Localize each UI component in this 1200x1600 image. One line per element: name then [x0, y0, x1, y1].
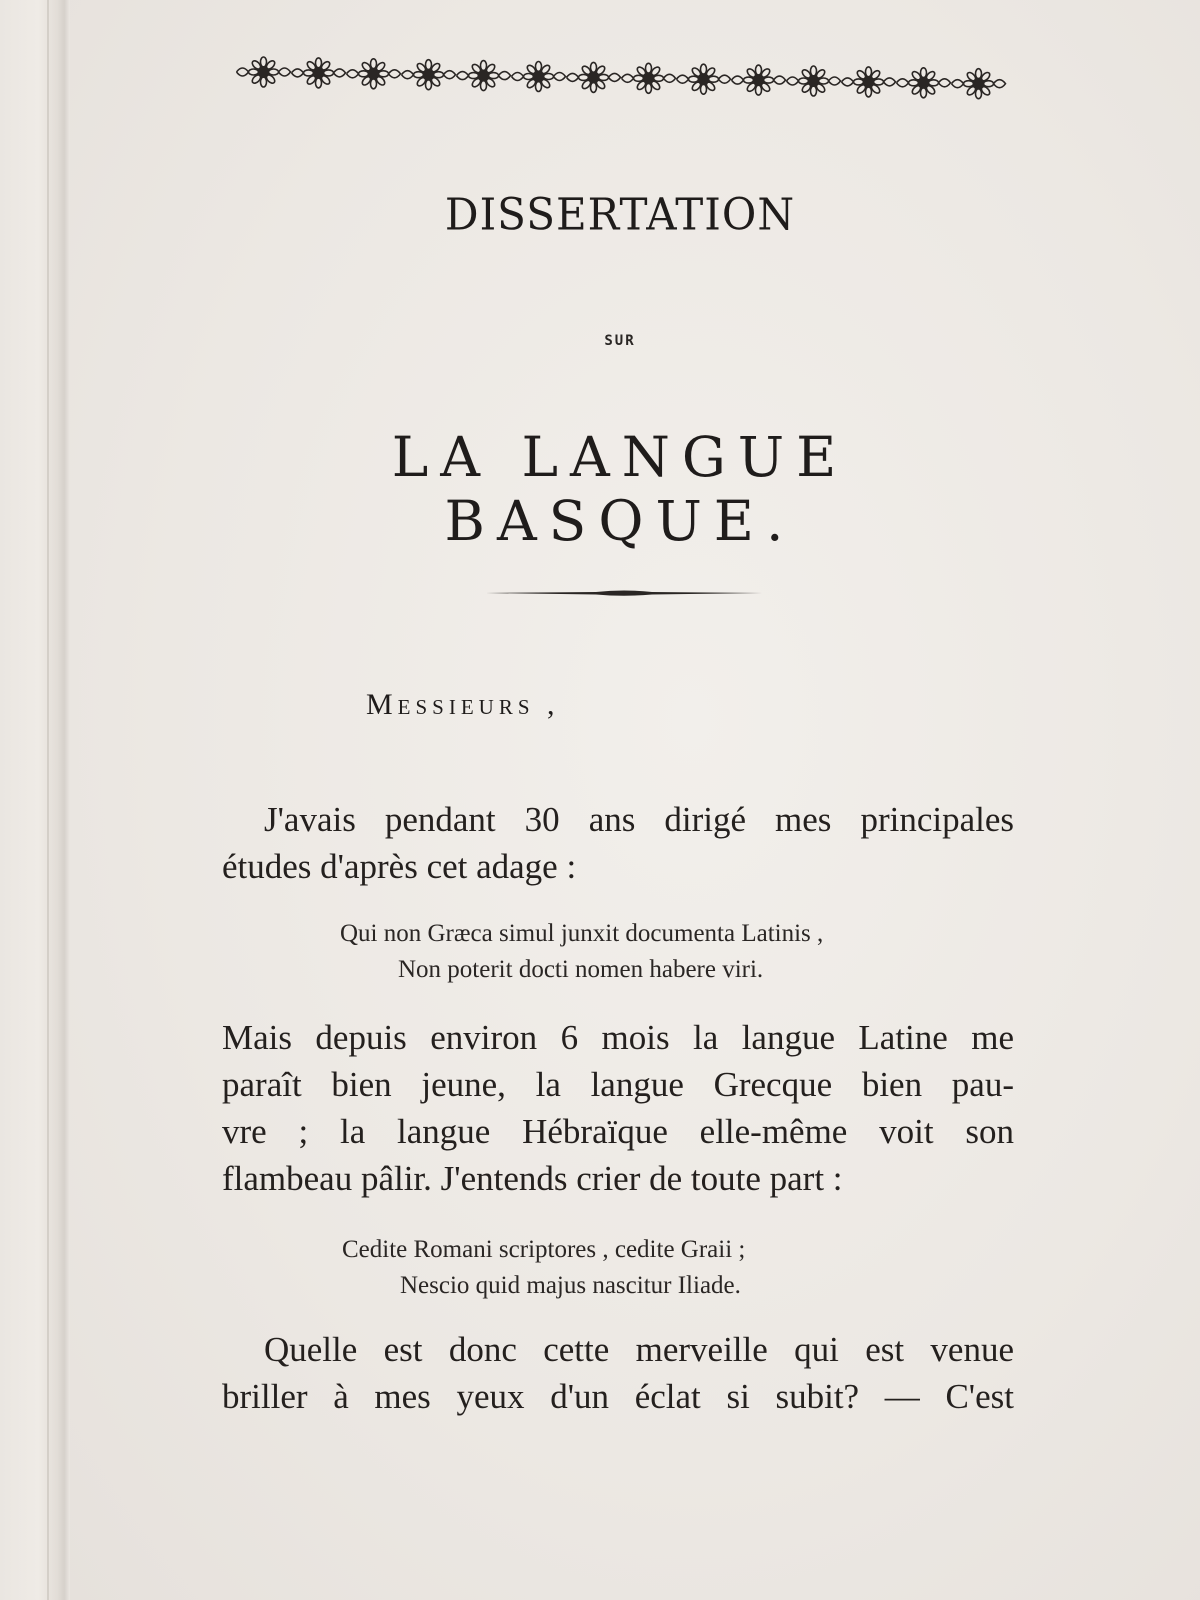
ornament-flower: [897, 68, 951, 98]
ornament-flower: [457, 61, 511, 91]
paragraph-3: [222, 1326, 1014, 1420]
ornament-flower: [732, 65, 786, 95]
title-connector: SUR: [604, 333, 636, 349]
ornament-flower: [292, 58, 346, 88]
paragraph-line: J'avais pendant 30 ans dirigé mes principales: [264, 800, 1014, 839]
book-gutter: [0, 0, 70, 1600]
verse-line: Qui non Græca simul junxit documenta Latinis ,: [340, 920, 824, 947]
ornament-flower: [677, 64, 731, 94]
paragraph-1: [222, 796, 1014, 890]
ornament-flower: [347, 59, 401, 89]
swelled-rule-icon: [486, 587, 762, 599]
ornament-flower: [237, 57, 291, 87]
ornament-flower: [622, 63, 676, 93]
paragraph-line: flambeau pâlir. J'entends crier de toute part :: [222, 1159, 843, 1198]
ornament-flower: [842, 67, 896, 97]
ornament-flower: [787, 66, 841, 96]
ornament-flower: [952, 69, 1006, 99]
page-title: DISSERTATION: [444, 188, 796, 241]
paragraph-line: paraît bien jeune, la langue Grecque bien pau-: [222, 1065, 1014, 1104]
ornament-flower: [567, 62, 621, 92]
verse-line: Non poterit docti nomen habere viri.: [398, 956, 764, 983]
ornament-flower: [512, 62, 566, 92]
ornament-flower: [402, 60, 456, 90]
paragraph-line: Mais depuis environ 6 mois la langue Latine me: [222, 1018, 1014, 1057]
paragraph-2: [222, 1014, 1014, 1202]
paragraph-line: briller à mes yeux d'un éclat si subit? — C'est: [222, 1377, 1014, 1416]
verse-line: Cedite Romani scriptores , cedite Graii ;: [342, 1236, 746, 1263]
page-edge-line: [47, 0, 49, 1600]
paragraph-line: études d'après cet adage :: [222, 847, 577, 886]
floral-band-icon: [236, 52, 1010, 110]
paragraph-line: vre ; la langue Hébraïque elle-même voit son: [222, 1112, 1014, 1151]
salutation: Messieurs ,: [366, 688, 560, 721]
paragraph-line: Quelle est donc cette merveille qui est venue: [264, 1330, 1014, 1369]
verse-line: Nescio quid majus nascitur Iliade.: [400, 1272, 741, 1299]
page-subtitle: LA LANGUE BASQUE.: [391, 425, 849, 553]
